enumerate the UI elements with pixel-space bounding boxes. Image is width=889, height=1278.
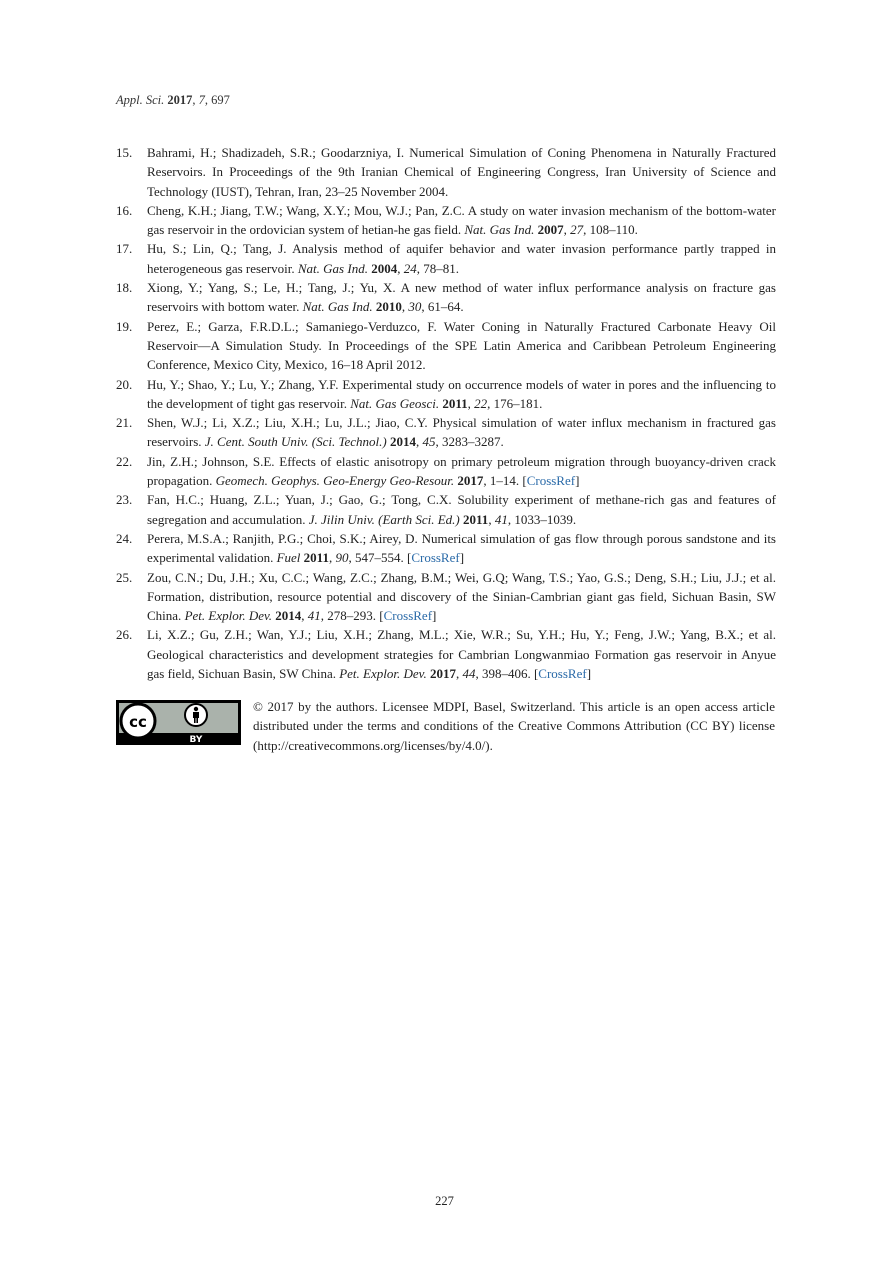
reference-item	[116, 143, 776, 201]
reference-year: 2011	[463, 511, 489, 527]
journal-year: 2017	[167, 93, 193, 107]
reference-text: Bahrami, H.; Shadizadeh, S.R.; Goodarzniya, I. Numerical Simulation of Coning Phenomena in Naturally Fractured Reservoirs. In Proceedings of the 9th Iranian Chemical of Engineering Congress, Iran University of Science and Technology (IUST), Tehran, Iran, 23–25 November 2004.	[147, 145, 776, 199]
reference-number: 26.	[116, 627, 133, 643]
reference-item	[116, 625, 776, 683]
reference-item	[116, 452, 776, 491]
reference-text: ,	[401, 299, 409, 315]
reference-text: , 176–181.	[487, 395, 543, 411]
reference-text: , 278–293. [	[320, 608, 384, 624]
reference-italic-text: 24	[403, 260, 417, 276]
crossref-link[interactable]: CrossRef	[538, 666, 587, 682]
reference-text: Cheng, K.H.; Jiang, T.W.; Wang, X.Y.; Mou, W.J.; Pan, Z.C. A study on water invasion mechanism of the bottom-water gas reservoir in the ordovician system of hetian-he gas field.	[147, 202, 776, 238]
reference-italic-text: Nat. Gas Ind.	[464, 222, 535, 238]
reference-text: ]	[586, 666, 592, 682]
reference-text: , 398–406. [	[475, 666, 539, 682]
reference-number: 18.	[116, 280, 133, 296]
cc-by-license-badge[interactable]	[116, 700, 241, 745]
reference-italic-text: 41	[494, 511, 508, 527]
reference-italic-text: Pet. Explor. Dev.	[184, 608, 273, 624]
by-badge-text: BY	[189, 735, 203, 745]
crossref-link[interactable]: CrossRef	[383, 608, 433, 624]
reference-text: ,	[301, 608, 308, 624]
reference-item	[116, 375, 776, 414]
reference-text: , 547–554. [	[348, 550, 412, 566]
reference-italic-text: Nat. Gas Ind.	[297, 260, 368, 276]
reference-text: ,	[488, 511, 495, 527]
reference-italic-text: Nat. Gas Geosci.	[350, 395, 440, 411]
article-number: 697	[211, 93, 230, 107]
crossref-link[interactable]: CrossRef	[411, 550, 460, 566]
reference-text: ,	[467, 395, 475, 411]
reference-text: Hu, S.; Lin, Q.; Tang, J. Analysis method of aquifer behavior and water invasion performance partly trapped in heterogeneous gas reservoir.	[147, 241, 776, 276]
reference-text: Xiong, Y.; Yang, S.; Le, H.; Tang, J.; Yu, X. A new method of water influx performance analysis on fracture gas reservoirs with bottom water.	[147, 280, 776, 315]
reference-text: ,	[397, 260, 404, 276]
journal-volume: 7	[198, 93, 205, 107]
reference-item	[116, 490, 776, 529]
reference-text: ]	[459, 550, 465, 566]
reference-italic-text: J. Cent. South Univ. (Sci. Technol.)	[204, 434, 387, 450]
reference-text: Fan, H.C.; Huang, Z.L.; Yuan, J.; Gao, G.; Tong, C.X. Solubility experiment of methane-rich gas and features of segregation and accumulation.	[147, 492, 776, 527]
reference-text: , 1–14. [	[483, 473, 527, 489]
reference-text: , 1033–1039.	[507, 511, 577, 527]
reference-text: ,	[415, 434, 423, 450]
reference-number: 25.	[116, 569, 133, 585]
reference-italic-text: 45	[422, 434, 436, 450]
reference-year: 2014	[275, 608, 302, 624]
cc-by-logo-icon	[116, 700, 241, 745]
reference-number: 20.	[116, 376, 133, 392]
reference-text: , 78–81.	[416, 260, 459, 276]
reference-italic-text: 44	[462, 666, 476, 682]
reference-italic-text: J. Jilin Univ. (Earth Sci. Ed.)	[308, 511, 460, 527]
reference-text: Li, X.Z.; Gu, Z.H.; Wan, Y.J.; Liu, X.H.; Zhang, M.L.; Xie, W.R.; Su, Y.H.; Hu, Y.; Feng, J.W.; Yang, B.X.; et al. Geological characteristics and development strategies for Cambrian Longwanmiao Formation gas reservoir in Anyue gas field, Sichuan Basin, SW China.	[147, 627, 776, 682]
reference-item	[116, 568, 776, 626]
reference-year: 2007	[537, 222, 564, 238]
reference-text: Hu, Y.; Shao, Y.; Lu, Y.; Zhang, Y.F. Experimental study on occurrence models of water in pores and the influencing to the development of tight gas reservoir.	[147, 376, 776, 411]
reference-item	[116, 413, 776, 452]
reference-text: ,	[455, 666, 463, 682]
reference-number: 19.	[116, 318, 133, 334]
reference-italic-text: Geomech. Geophys. Geo-Energy Geo-Resour.	[215, 473, 455, 489]
reference-list	[116, 143, 776, 683]
reference-italic-text: Nat. Gas Ind.	[302, 299, 373, 315]
reference-item	[116, 529, 776, 568]
reference-year: 2004	[371, 260, 398, 276]
reference-text: , 108–110.	[583, 222, 638, 238]
reference-text: ,	[563, 222, 571, 238]
reference-italic-text: 27	[570, 222, 584, 238]
reference-text: ,	[328, 550, 336, 566]
page-number: 227	[435, 1194, 454, 1208]
reference-year: 2011	[303, 550, 329, 566]
reference-item	[116, 278, 776, 317]
reference-number: 23.	[116, 492, 133, 508]
reference-item	[116, 317, 776, 375]
reference-number: 24.	[116, 530, 133, 546]
reference-italic-text: Fuel	[276, 550, 301, 566]
reference-text: , 3283–3287.	[435, 434, 504, 450]
reference-number: 22.	[116, 453, 133, 469]
reference-item	[116, 239, 776, 278]
journal-name: Appl. Sci.	[116, 93, 165, 107]
cc-badge-text: cc	[129, 713, 147, 731]
reference-year: 2017	[457, 473, 484, 489]
reference-item	[116, 201, 776, 240]
reference-number: 17.	[116, 241, 133, 257]
license-text: © 2017 by the authors. Licensee MDPI, Basel, Switzerland. This article is an open access article distributed under the terms and conditions of the Creative Commons Attribution (CC BY) license (http://creativecommons.org/licenses/by/4.0/).	[253, 699, 775, 753]
reference-text: Perera, M.S.A.; Ranjith, P.G.; Choi, S.K.; Airey, D. Numerical simulation of gas flow through porous sandstone and its experimental validation.	[147, 530, 776, 566]
reference-text: ]	[575, 473, 580, 489]
reference-number: 16.	[116, 202, 133, 218]
running-header: Appl. Sci. 2017, 7, 697	[116, 93, 230, 107]
reference-year: 2014	[389, 434, 416, 450]
reference-text: Zou, C.N.; Du, J.H.; Xu, C.C.; Wang, Z.C.; Zhang, B.M.; Wei, G.Q; Wang, T.S.; Yao, G.S.; Deng, S.H.; Liu, J.J.; et al. Formation, distribution, resource potential and discovery of the Sinian-Cambrian giant gas field, Sichuan Basin, SW China.	[147, 569, 776, 624]
reference-text: , 61–64.	[421, 299, 464, 315]
reference-year: 2017	[429, 666, 456, 682]
reference-italic-text: Pet. Explor. Dev.	[339, 666, 427, 682]
crossref-link[interactable]: CrossRef	[526, 473, 576, 489]
reference-text: ]	[432, 608, 437, 624]
reference-italic-text: 41	[307, 608, 321, 624]
reference-text: Perez, E.; Garza, F.R.D.L.; Samaniego-Verduzco, F. Water Coning in Naturally Fractured Carbonate Heavy Oil Reservoir—A Simulation Study. In Proceedings of the SPE Latin America and Caribbean Petroleum Engineering Conference, Mexico City, Mexico, 16–18 April 2012.	[147, 318, 776, 373]
reference-text: Jin, Z.H.; Johnson, S.E. Effects of elastic anisotropy on primary petroleum migration through buoyancy-driven crack propagation.	[147, 453, 776, 489]
reference-number: 15.	[116, 145, 133, 160]
reference-text: Shen, W.J.; Li, X.Z.; Liu, X.H.; Lu, J.L.; Jiao, C.Y. Physical simulation of water influx mechanism in fractured gas reservoirs.	[147, 415, 776, 450]
reference-year: 2011	[442, 395, 468, 411]
reference-italic-text: 90	[335, 550, 349, 566]
reference-italic-text: 22	[474, 395, 488, 411]
reference-italic-text: 30	[408, 299, 422, 315]
reference-year: 2010	[375, 299, 402, 315]
reference-number: 21.	[116, 415, 133, 431]
